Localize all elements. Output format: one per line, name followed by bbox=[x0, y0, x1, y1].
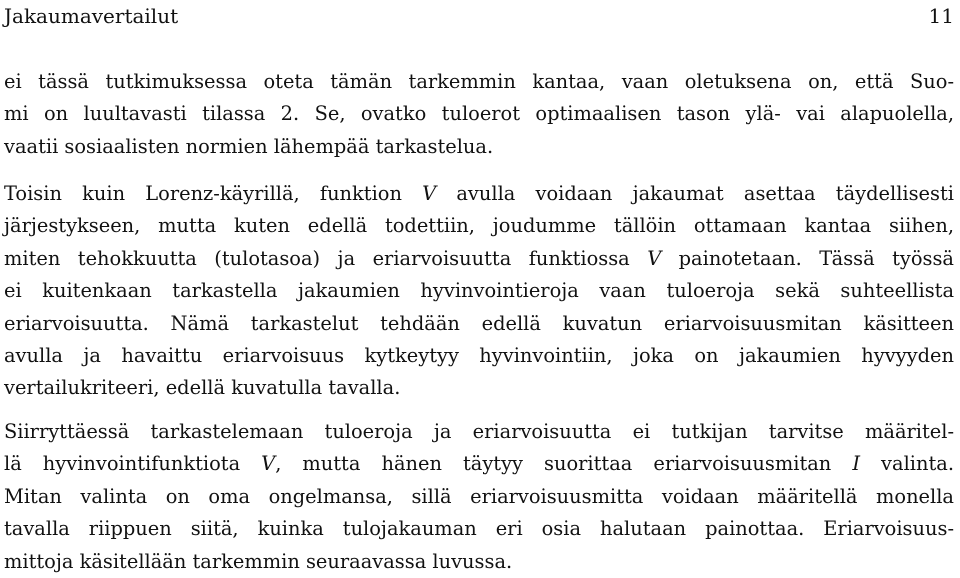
math-variable-v: V bbox=[647, 246, 662, 270]
text-line bbox=[4, 416, 954, 448]
text-segment: Siirryttäessä tarkastelemaan tuloeroja ja eriarvoisuutta ei tutkijan tarvitse määritel- bbox=[4, 420, 954, 443]
text-line bbox=[4, 513, 954, 545]
math-variable-v: V bbox=[261, 452, 276, 476]
text-segment: vertailukriteeri, edellä kuvatulla tavalla. bbox=[4, 376, 401, 400]
text-line bbox=[4, 308, 954, 340]
text-line bbox=[4, 481, 954, 513]
text-line bbox=[4, 178, 954, 210]
section-title: Jakaumavertailut bbox=[4, 4, 179, 28]
text-segment: Mitan valinta on oma ongelmansa, sillä eriarvoisuusmitta voidaan määritellä monella bbox=[4, 484, 954, 508]
text-line: ei tässä tutkimuksessa oteta tämän tarkemmin kantaa, vaan oletuksena on, että Suo- bbox=[4, 70, 954, 93]
text-line: mi on luultavasti tilassa 2. Se, ovatko tuloerot optimaalisen tason ylä- vai alapuolella, bbox=[4, 102, 954, 126]
text-segment: Toisin kuin Lorenz-käyrillä, funktion bbox=[4, 182, 423, 205]
text-segment: painotetaan. Tässä työssä bbox=[661, 246, 954, 270]
text-segment: avulla voidaan jakaumat asettaa täydellisesti bbox=[436, 182, 954, 205]
paragraph-2 bbox=[4, 178, 954, 405]
running-head bbox=[4, 0, 954, 40]
text-line: vaatii sosiaalisten normien lähempää tarkastelua. bbox=[4, 134, 494, 158]
text-segment: valinta. bbox=[860, 452, 954, 476]
text-line bbox=[4, 546, 954, 578]
paragraph-1 bbox=[4, 66, 954, 163]
text-segment: eriarvoisuutta. Nämä tarkastelut tehdään edellä kuvatun eriarvoisuusmitan käsitteen bbox=[4, 311, 954, 335]
text-segment: miten tehokkuutta (tulotasoa) ja eriarvoisuutta funktiossa bbox=[4, 246, 648, 270]
text-segment: lä hyvinvointifunktiota bbox=[4, 452, 262, 476]
text-line bbox=[4, 372, 954, 404]
text-segment: ei kuitenkaan tarkastella jakaumien hyvinvointieroja vaan tuloeroja sekä suhteellista bbox=[4, 279, 954, 303]
math-variable-v: V bbox=[422, 182, 437, 205]
text-line bbox=[4, 448, 954, 480]
page-number: 11 bbox=[928, 4, 954, 28]
text-line bbox=[4, 275, 954, 307]
text-segment: avulla ja havaittu eriarvoisuus kytkeytyy hyvinvointiin, joka on jakaumien hyvyyden bbox=[4, 344, 954, 368]
text-line bbox=[4, 340, 954, 372]
text-line bbox=[4, 210, 954, 242]
text-segment: järjestykseen, mutta kuten edellä todettiin, joudumme tällöin ottamaan kantaa siihen, bbox=[4, 214, 954, 238]
math-variable-i: I bbox=[852, 452, 861, 476]
text-segment: tavalla riippuen siitä, kuinka tulojakauman eri osia halutaan painottaa. Eriarvoisuus- bbox=[4, 517, 954, 541]
text-segment: , mutta hänen täytyy suorittaa eriarvoisuusmitan bbox=[275, 452, 853, 476]
text-line bbox=[4, 243, 954, 275]
text-segment: mittoja käsitellään tarkemmin seuraavassa luvussa. bbox=[4, 549, 513, 573]
paragraph-3 bbox=[4, 416, 954, 578]
page bbox=[4, 0, 954, 573]
